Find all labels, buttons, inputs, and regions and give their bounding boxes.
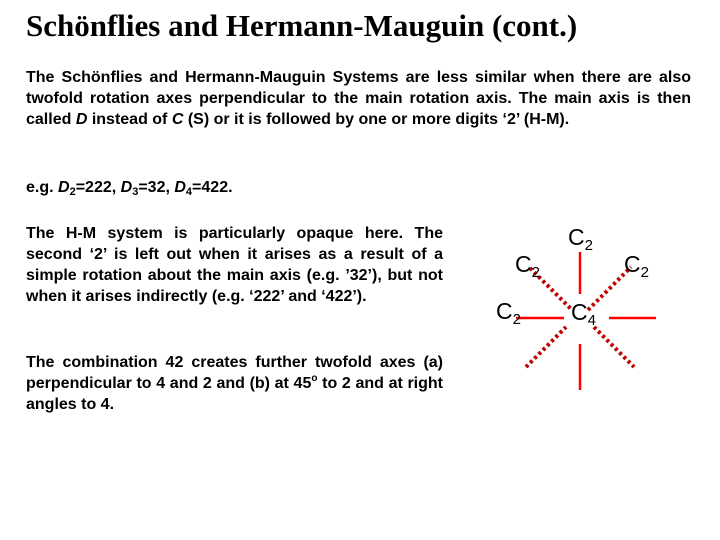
label-c2-left-symbol: C bbox=[496, 298, 513, 324]
example-d3-value: =32, bbox=[138, 179, 175, 196]
intro-text-2: instead of bbox=[87, 111, 172, 128]
label-c2-right-symbol: C bbox=[624, 251, 641, 277]
label-c2-upper-left-symbol: C bbox=[515, 251, 532, 277]
intro-symbol-c: C bbox=[171, 111, 184, 128]
intro-text-3: (S) or it is followed by one or more digits ‘2’ (H-M). bbox=[183, 111, 570, 128]
label-c2-left bbox=[496, 298, 521, 328]
combination-paragraph bbox=[26, 352, 443, 415]
label-c4-center-subscript: 4 bbox=[587, 312, 596, 329]
example-d2-subscript: 2 bbox=[69, 186, 76, 198]
example-d4-value: =422. bbox=[192, 179, 233, 196]
example-prefix: e.g. bbox=[26, 179, 59, 196]
axis-diagonal-lower-right bbox=[594, 327, 634, 367]
label-c2-top bbox=[568, 224, 593, 254]
example-d2-symbol: D bbox=[58, 179, 70, 196]
label-c2-upper-left-subscript: 2 bbox=[531, 264, 540, 281]
example-d3-subscript: 3 bbox=[132, 186, 139, 198]
intro-text-1: The Schönflies and Hermann-Mauguin Systems are less similar when there are also twofold rotation axes perpendicular to the main rotation axis. The main axis is then called bbox=[26, 69, 691, 128]
combination-text-2: to 2 and at right angles to 4. bbox=[26, 375, 444, 413]
label-c4-center bbox=[571, 299, 596, 329]
intro-paragraph bbox=[26, 67, 691, 130]
label-c4-center-symbol: C bbox=[571, 299, 588, 325]
intro-symbol-d: D bbox=[75, 111, 88, 128]
slide-title: Schönflies and Hermann-Mauguin (cont.) bbox=[26, 8, 578, 43]
rotation-axes-diagram bbox=[460, 210, 720, 480]
label-c2-top-symbol: C bbox=[568, 224, 585, 250]
example-line bbox=[26, 177, 233, 198]
label-c2-upper-left bbox=[515, 251, 540, 281]
example-d3-symbol: D bbox=[120, 179, 133, 196]
label-c2-top-subscript: 2 bbox=[584, 237, 593, 254]
example-d4-symbol: D bbox=[174, 179, 186, 196]
example-d4-subscript: 4 bbox=[185, 186, 193, 198]
label-c2-right-subscript: 2 bbox=[640, 264, 649, 281]
hm-note-paragraph: The H-M system is particularly opaque here. The second ‘2’ is left out when it arises as a result of a simple rotation about the main axis (e.g. ’32’), but not when it arises indirectly (e.g. ‘222’ and ‘422’). bbox=[26, 225, 443, 305]
axis-diagonal-lower-left bbox=[526, 327, 566, 367]
label-c2-left-subscript: 2 bbox=[512, 311, 521, 328]
degree-mark: o bbox=[311, 373, 318, 384]
label-c2-right bbox=[624, 251, 649, 281]
example-d2-value: =222, bbox=[75, 179, 121, 196]
combination-text-1: The combination 42 creates further twofold axes (a) perpendicular to 4 and 2 and (b) at 45 bbox=[26, 354, 443, 392]
